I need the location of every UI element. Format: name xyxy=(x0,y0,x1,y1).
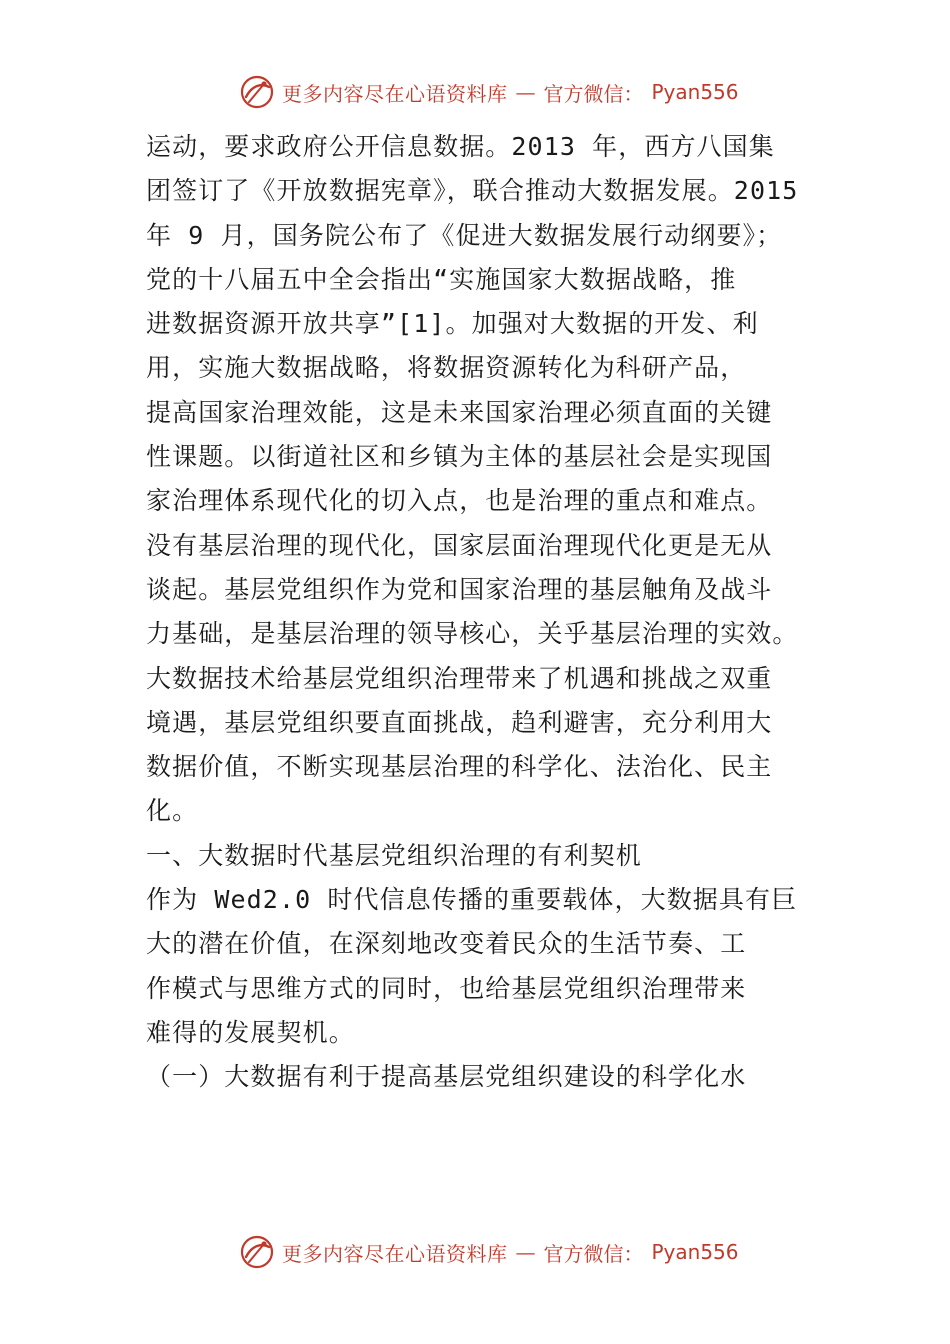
text-line: 大的潜在价值，在深刻地改变着民众的生活节奏、工 xyxy=(146,929,747,959)
subsection-heading: （一）大数据有利于提高基层党组织建设的科学化水 xyxy=(146,1062,747,1092)
text-line: 谈起。基层党组织作为党和国家治理的基层触角及战斗 xyxy=(146,574,773,604)
section-heading: 一、大数据时代基层党组织治理的有利契机 xyxy=(146,840,642,870)
text-line: 提高国家治理效能，这是未来国家治理必须直面的关键 xyxy=(146,397,773,427)
header-wechat-label: 官方微信： xyxy=(543,81,644,106)
text-line: 年 9 月，国务院公布了《促进大数据发展行动纲要》； xyxy=(146,220,783,250)
footer-promo-text: 更多内容尽在心语资料库 xyxy=(282,1241,508,1266)
text-line: 用，实施大数据战略，将数据资源转化为科研产品， xyxy=(146,353,747,383)
text-line: 没有基层治理的现代化，国家层面治理现代化更是无从 xyxy=(146,530,773,560)
library-logo-icon xyxy=(240,75,274,109)
text-line: 难得的发展契机。 xyxy=(146,1017,355,1047)
header-wechat-id: Pyan556 xyxy=(651,80,739,104)
text-line: 党的十八届五中全会指出“实施国家大数据战略，推 xyxy=(146,264,737,294)
header-promo-text: 更多内容尽在心语资料库 xyxy=(282,81,508,106)
text-line: 作为 Wed2.0 时代信息传播的重要载体，大数据具有巨 xyxy=(146,885,798,915)
footer-wechat-label: 官方微信： xyxy=(543,1241,644,1266)
text-line: 家治理体系现代化的切入点，也是治理的重点和难点。 xyxy=(146,486,773,516)
header-banner xyxy=(240,72,739,112)
text-line: 境遇，基层党组织要直面挑战，趋利避害，充分利用大 xyxy=(146,707,773,737)
library-logo-icon xyxy=(240,1235,274,1269)
footer-banner xyxy=(240,1232,739,1272)
text-line: 性课题。以街道社区和乡镇为主体的基层社会是实现国 xyxy=(146,442,773,472)
footer-wechat-id: Pyan556 xyxy=(651,1240,739,1264)
text-line: 团签订了《开放数据宪章》，联合推动大数据发展。2015 xyxy=(146,176,799,206)
text-line: 力基础，是基层治理的领导核心，关乎基层治理的实效。 xyxy=(146,619,799,649)
footer-separator: — xyxy=(515,1240,536,1264)
body-text xyxy=(146,125,826,1100)
header-separator: — xyxy=(515,80,536,104)
text-line: 大数据技术给基层党组织治理带来了机遇和挑战之双重 xyxy=(146,663,773,693)
text-line: 作模式与思维方式的同时，也给基层党组织治理带来 xyxy=(146,973,747,1003)
text-line: 运动，要求政府公开信息数据。2013 年，西方八国集 xyxy=(146,132,775,161)
text-line: 进数据资源开放共享”[1]。加强对大数据的开发、利 xyxy=(146,309,759,339)
text-line: 化。 xyxy=(146,796,199,826)
text-line: 数据价值，不断实现基层治理的科学化、法治化、民主 xyxy=(146,752,773,782)
